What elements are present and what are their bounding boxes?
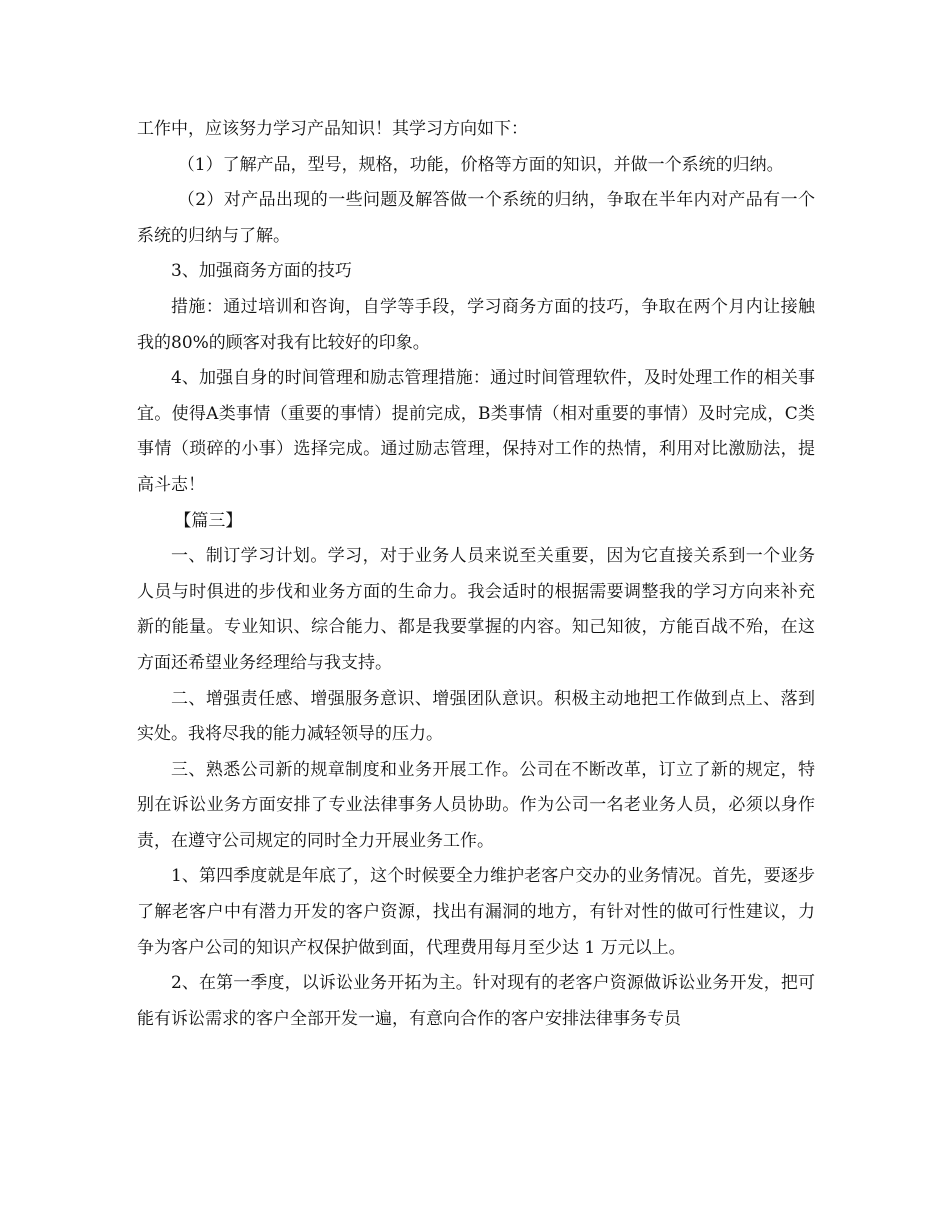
paragraph-heading-3: 3、加强商务方面的技巧 [171,261,352,282]
paragraph-subitem-1: 1、第四季度就是年底了，这个时候要全力维护老客户交办的业务情况。首先，要逐步了解老客户中有潜力开发的客户资源，找出有漏洞的地方，有针对性的做可行性建议，力争为客户公司的知识产权保护做到面，代理费用每月至少达 1 万元以上。 [137,866,815,958]
paragraph-item-2: （2）对产品出现的一些问题及解答做一个系统的归纳，争取在半年内对产品有一个系统的归纳与了解。 [137,190,815,246]
paragraph-heading-4: 4、加强自身的时间管理和励志管理措施：通过时间管理软件，及时处理工作的相关事宜。使得A类事情（重要的事情）提前完成，B类事情（相对重要的事情）及时完成，C类事情（琐碎的小事）选择完成。通过励志管理，保持对工作的热情，利用对比激励法，提高斗志！ [137,368,815,495]
section-title: 【篇三】 [174,510,243,531]
paragraph-section-1: 一、制订学习计划。学习，对于业务人员来说至关重要，因为它直接关系到一个业务人员与时俱进的步伐和业务方面的生命力。我会适时的根据需要调整我的学习方向来补充新的能量。专业知识、综合能力、都是我要掌握的内容。知己知彼，方能百战不殆，在这方面还希望业务经理给与我支持。 [137,546,815,673]
document-page [137,112,815,1037]
paragraph-section-3: 三、熟悉公司新的规章制度和业务开展工作。公司在不断改革，订立了新的规定，特别在诉讼业务方面安排了专业法律事务人员协助。作为公司一名老业务人员，必须以身作责，在遵守公司规定的同时全力开展业务工作。 [137,759,815,851]
paragraph-intro: 工作中，应该努力学习产品知识！其学习方向如下： [137,119,528,139]
paragraph-item-1: （1）了解产品，型号，规格，功能，价格等方面的知识，并做一个系统的归纳。 [177,154,784,175]
paragraph-measures: 措施：通过培训和咨询，自学等手段，学习商务方面的技巧，争取在两个月内让接触我的80%的顾客对我有比较好的印象。 [137,296,815,353]
paragraph-subitem-2: 2、在第一季度，以诉讼业务开拓为主。针对现有的老客户资源做诉讼业务开发，把可能有诉讼需求的客户全部开发一遍，有意向合作的客户安排法律事务专员 [137,973,815,1029]
paragraph-section-2: 二、增强责任感、增强服务意识、增强团队意识。积极主动地把工作做到点上、落到实处。我将尽我的能力减轻领导的压力。 [137,688,815,745]
